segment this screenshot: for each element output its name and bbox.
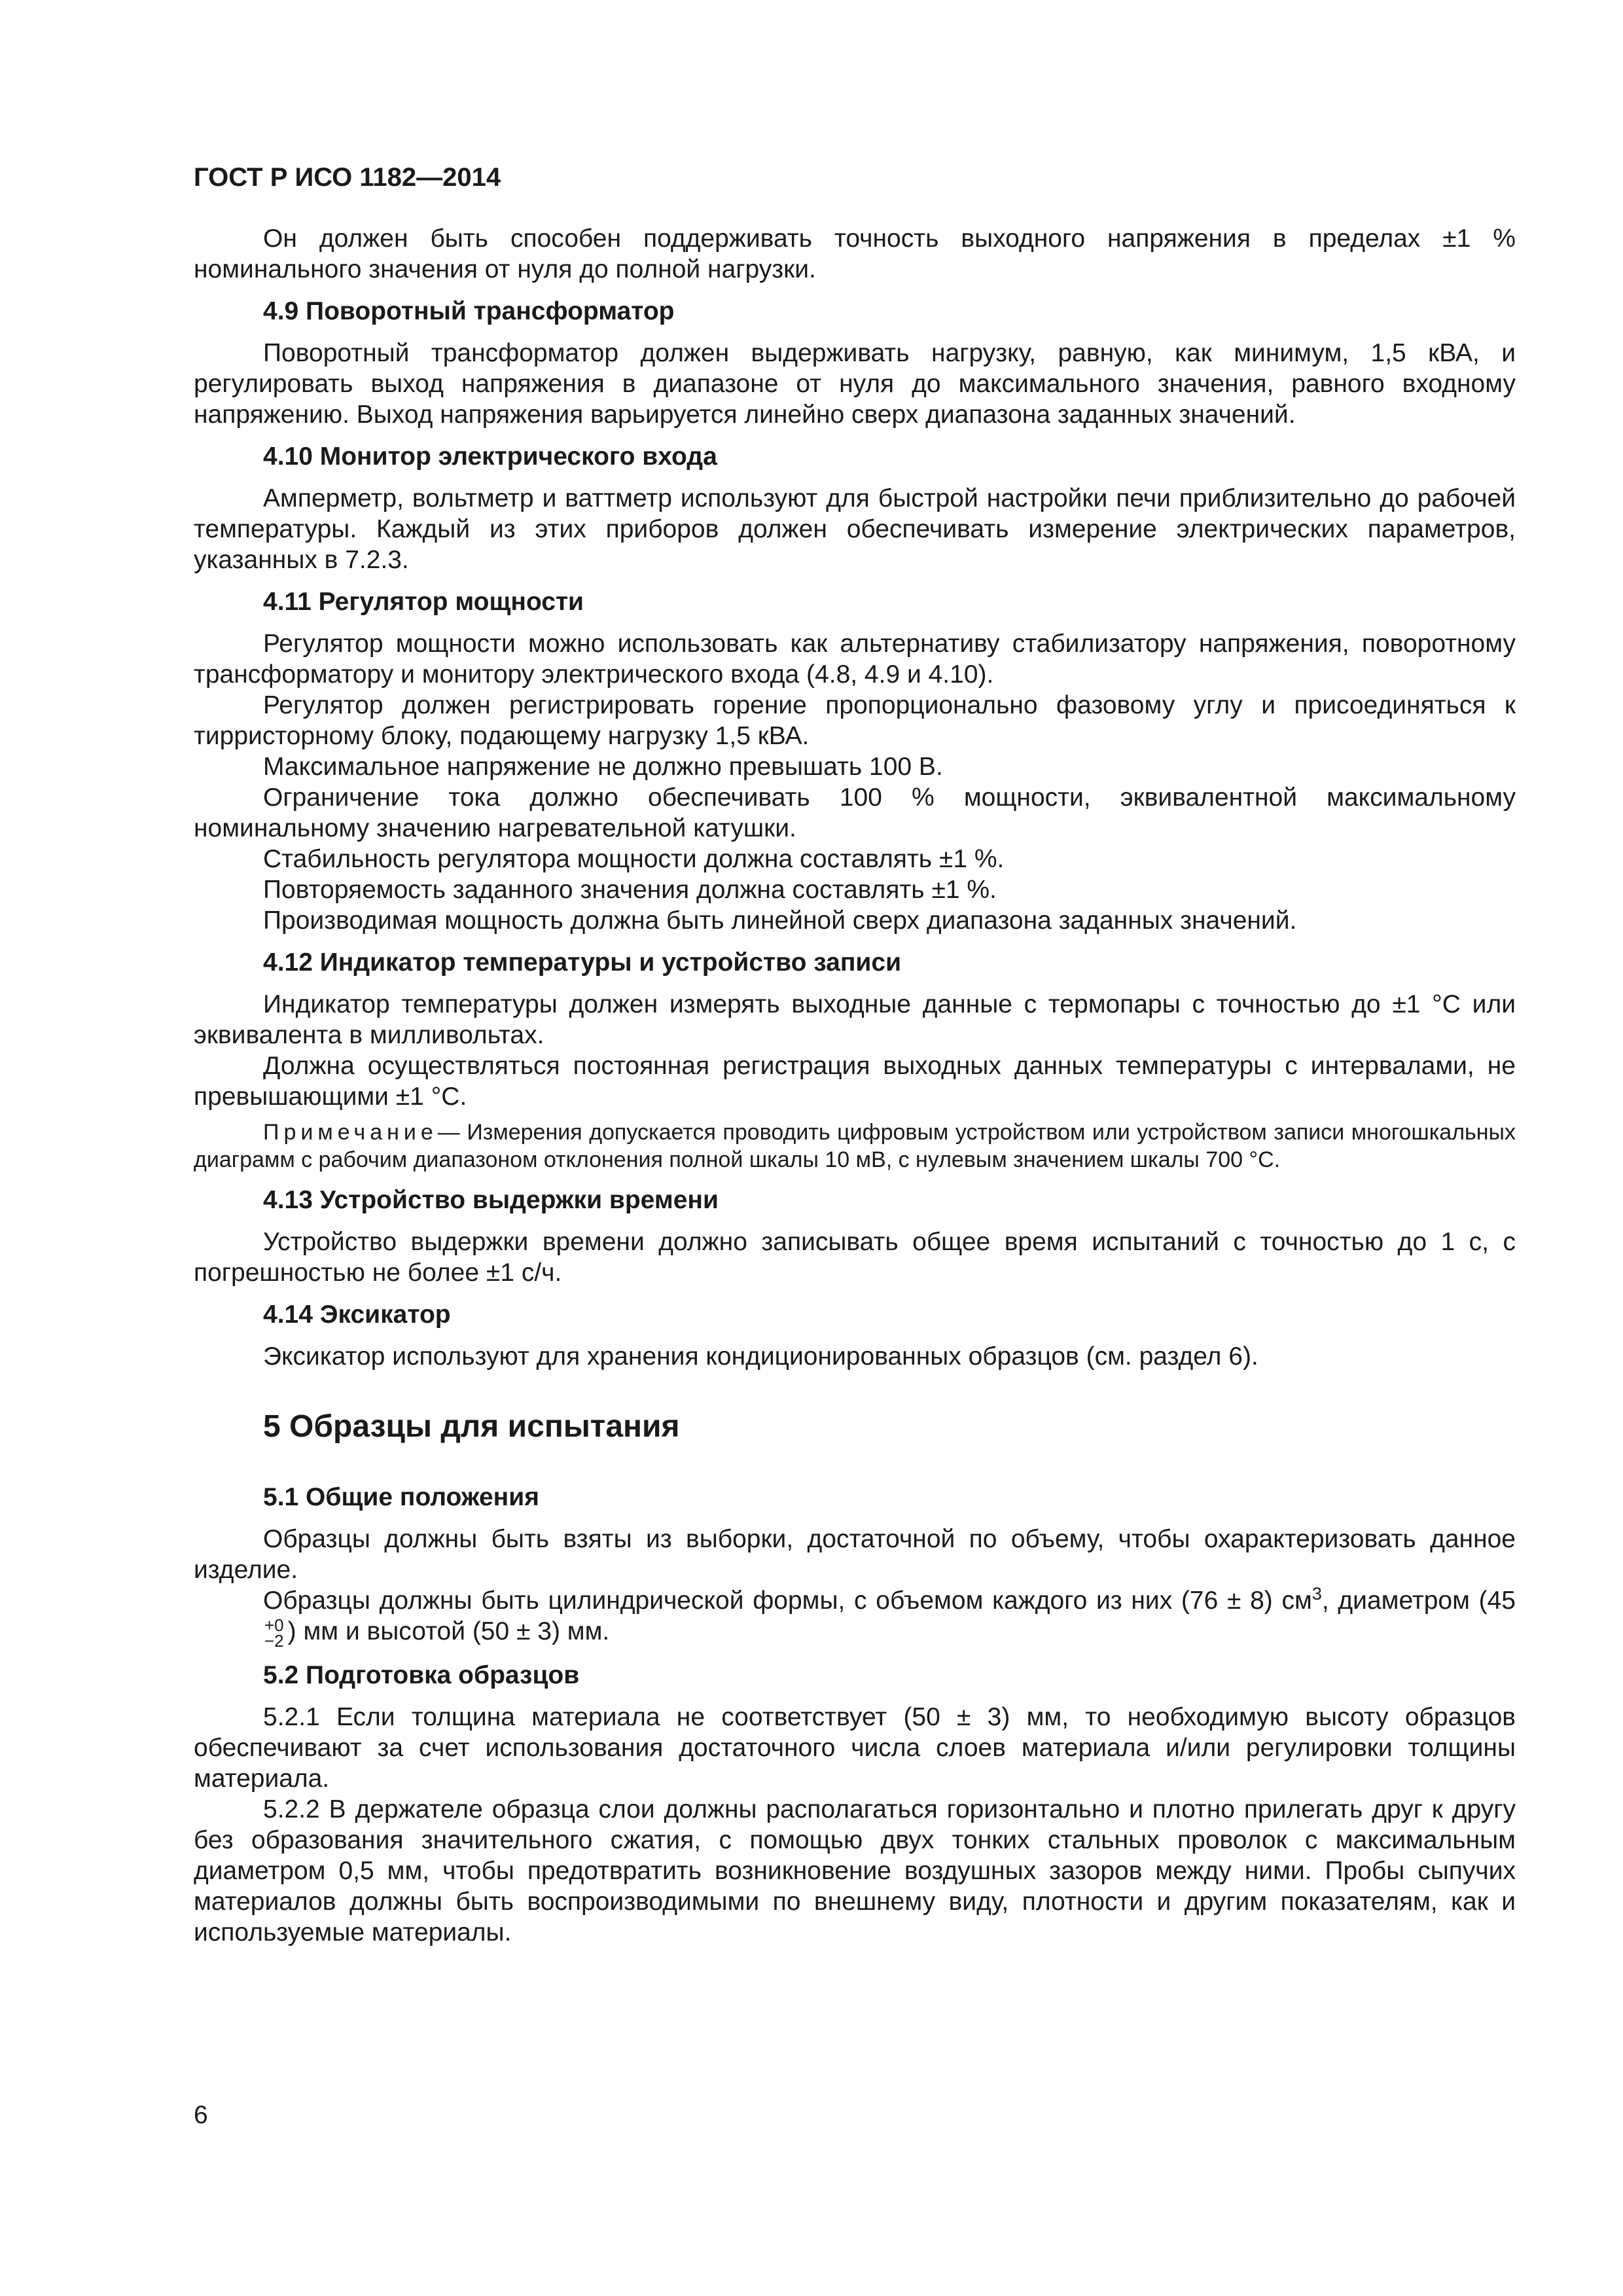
paragraph: 5.2.1 Если толщина материала не соответствует (50 ± 3) мм, то необходимую высоту образцов обеспечивают за счет использования достаточного числа слоев материала и/или регулировки толщины материала.: [194, 1702, 1516, 1793]
document-page: [194, 162, 1516, 1948]
paragraph: Он должен быть способен поддерживать точность выходного напряжения в пределах ±1 % номинального значения от нуля до полной нагрузки.: [194, 224, 1516, 283]
superscript: 3: [1311, 1584, 1322, 1604]
paragraph: Повторяемость заданного значения должна составлять ±1 %.: [263, 876, 997, 904]
tolerance-upper: +0: [264, 1615, 284, 1635]
document-header: ГОСТ Р ИСО 1182—2014: [194, 163, 501, 192]
paragraph: Производимая мощность должна быть линейной сверх диапазона заданных значений.: [263, 906, 1297, 935]
paragraph: Амперметр, вольтметр и ваттметр используют для быстрой настройки печи приблизительно до рабочей температуры. Каждый из этих приборов должен обеспечивать измерение электрических параметров, указанных в 7.2.3.: [194, 484, 1516, 574]
section-heading-5: 5 Образцы для испытания: [263, 1409, 680, 1444]
section-heading-4-9: 4.9 Поворотный трансформатор: [263, 297, 675, 325]
paragraph: Максимальное напряжение не должно превышать 100 В.: [263, 753, 943, 781]
section-heading-4-13: 4.13 Устройство выдержки времени: [263, 1186, 719, 1214]
paragraph: Ограничение тока должно обеспечивать 100 % мощности, эквивалентной максимальному номинальному значению нагревательной катушки.: [194, 783, 1516, 842]
section-heading-4-11: 4.11 Регулятор мощности: [263, 588, 584, 616]
section-heading-5-2: 5.2 Подготовка образцов: [263, 1660, 580, 1689]
paragraph: Стабильность регулятора мощности должна составлять ±1 %.: [263, 845, 1005, 873]
section-heading-5-1: 5.1 Общие положения: [263, 1483, 539, 1511]
section-heading-4-14: 4.14 Эксикатор: [263, 1300, 451, 1329]
section-heading-4-10: 4.10 Монитор электрического входа: [263, 442, 717, 471]
paragraph: Регулятор должен регистрировать горение пропорционально фазовому углу и присоединяться к тирристорному блоку, подающему нагрузку 1,5 кВА.: [194, 691, 1516, 750]
paragraph: Должна осуществляться постоянная регистрация выходных данных температуры с интервалами, не превышающими ±1 °С.: [194, 1052, 1516, 1111]
paragraph: Индикатор температуры должен измерять выходные данные с термопары с точностью до ±1 °С или эквивалента в милливольтах.: [194, 990, 1516, 1049]
paragraph: Регулятор мощности можно использовать как альтернативу стабилизатору напряжения, поворотному трансформатору и монитору электрического входа (4.8, 4.9 и 4.10).: [194, 630, 1516, 689]
paragraph: Поворотный трансформатор должен выдерживать нагрузку, равную, как минимум, 1,5 кВА, и регулировать выход напряжения в диапазоне от нуля до максимального значения, равного входному напряжению. Выход напряжения варьируется линейно сверх диапазона заданных значений.: [194, 339, 1516, 429]
paragraph: Эксикатор используют для хранения кондиционированных образцов (см. раздел 6).: [263, 1342, 1258, 1371]
paragraph: 5.2.2 В держателе образца слои должны располагаться горизонтально и плотно прилегать друг к другу без образования значительного сжатия, с помощью двух тонких стальных проволок с максимальным диаметром 0,5 мм, чтобы предотвратить возникновение воздушных зазоров между ними. Пробы сыпучих материалов должны быть воспроизводимыми по внешнему виду, плотности и другим показателям, как и используемые материалы.: [194, 1795, 1516, 1946]
section-heading-4-12: 4.12 Индикатор температуры и устройство записи: [263, 948, 902, 977]
paragraph: [194, 1585, 1516, 1649]
text-fragment: , диаметром (45: [1321, 1587, 1516, 1615]
paragraph: Устройство выдержки времени должно записывать общее время испытаний с точностью до 1 с, с погрешностью не более ±1 с/ч.: [194, 1228, 1516, 1287]
tolerance: [195, 1617, 284, 1649]
note-label: Примечание: [263, 1120, 438, 1145]
paragraph: Образцы должны быть взяты из выборки, достаточной по объему, чтобы охарактеризовать данное изделие.: [194, 1525, 1516, 1584]
note: [194, 1119, 1516, 1174]
text-fragment: ) мм и высотой (50 ± 3) мм.: [287, 1617, 610, 1645]
note-text: — Измерения допускается проводить цифровым устройством или устройством записи многошкальных диаграмм с рабочим диапазоном отклонения полной шкалы 10 мВ, с нулевым значением шкалы 700 °С.: [194, 1120, 1516, 1172]
tolerance-lower: −2: [264, 1630, 284, 1651]
text-fragment: Образцы должны быть цилиндрической формы, с объемом каждого из них (76 ± 8) см: [263, 1587, 1312, 1615]
page-number: 6: [194, 2101, 208, 2129]
